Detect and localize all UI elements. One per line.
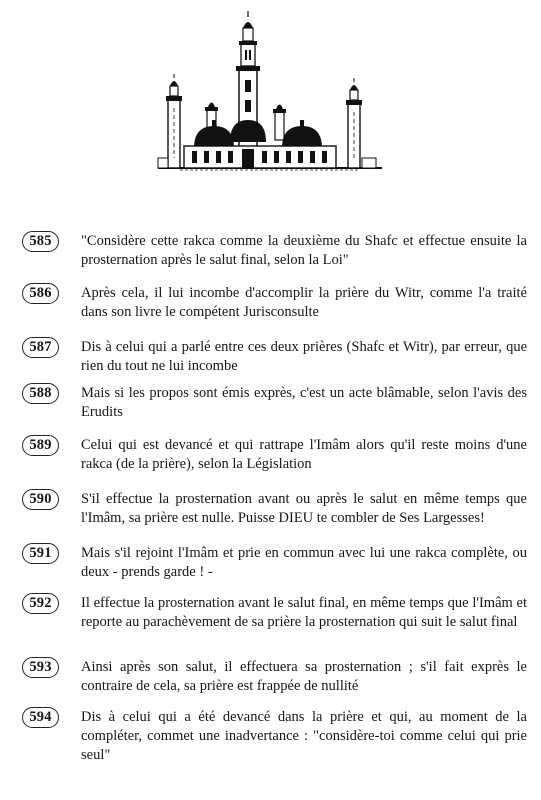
- verse-text: Après cela, il lui incombe d'accomplir la prière du Witr, comme l'a traité dans son livre le compétent Jurisconsulte: [81, 285, 527, 320]
- verse-number: 593: [22, 657, 59, 678]
- verse-number: 589: [22, 435, 59, 456]
- verse-text: Dis à celui qui a parlé entre ces deux prières (Shafc et Witr), par erreur, que rien du tout ne lui incombe: [81, 339, 527, 374]
- verse-number: 588: [22, 383, 59, 404]
- verse-number: 587: [22, 337, 59, 358]
- verse-text: Mais s'il rejoint l'Imâm et prie en commun avec lui une rakca complète, ou deux - prends garde ! -: [81, 545, 527, 580]
- verse-number: 591: [22, 543, 59, 564]
- verse-text: Dis à celui qui a été devancé dans la prière et qui, au moment de la compléter, commet une inadvertance : "considère-toi comme celui qui prie seul": [81, 709, 527, 763]
- verse-text: Mais si les propos sont émis exprès, c'est un acte blâmable, selon l'avis des Erudits: [81, 385, 527, 420]
- verse-text: S'il effectue la prosternation avant ou après le salut en même temps que l'Imâm, sa prière est nulle. Puisse DIEU te combler de Ses Largesses!: [81, 491, 527, 526]
- mosque-illustration: [150, 8, 390, 178]
- verse-number: 585: [22, 231, 59, 252]
- verse-text: Celui qui est devancé et qui rattrape l'Imâm alors qu'il reste moins d'une rakca (de la prière), selon la Législation: [81, 437, 527, 472]
- verse-number: 590: [22, 489, 59, 510]
- verse-text: Ainsi après son salut, il effectuera sa prosternation ; s'il fait exprès le contraire de cela, sa prière est frappée de nullité: [81, 659, 527, 694]
- verse-number: 594: [22, 707, 59, 728]
- verse-number: 592: [22, 593, 59, 614]
- verse-number: 586: [22, 283, 59, 304]
- verse-text: "Considère cette rakca comme la deuxième du Shafc et effectue ensuite la prosternation après le salut final, selon la Loi": [81, 233, 527, 268]
- verse-text: Il effectue la prosternation avant le salut final, en même temps que l'Imâm et reporte au parachèvement de sa prière la prosternation qui suit le salut final: [81, 595, 527, 630]
